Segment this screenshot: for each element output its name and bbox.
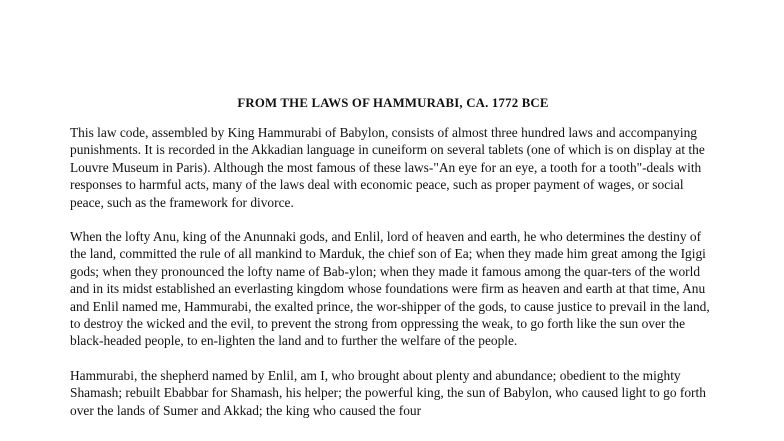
prologue-paragraph-1: When the lofty Anu, king of the Anunnaki gods, and Enlil, lord of heaven and earth, he who determines the destiny of the land, committed the rule of all mankind to Marduk, the chief son of Ea; when they made him great among the Igigi gods; when they pronounced the lofty name of Bab-ylon; when they made it famous among the quar-ters of the world and in its midst established an everlasting kingdom whose foundations were firm as heaven and earth at that time, Anu and Enlil named me, Hammurabi, the exalted prince, the wor-shipper of the gods, to cause justice to prevail in the land, to destroy the wicked and the evil, to prevent the strong from oppressing the weak, to go forth like the sun over the black-headed people, to en-lighten the land and to further the welfare of the people. <box>70 229 710 349</box>
intro-paragraph: This law code, assembled by King Hammurabi of Babylon, consists of almost three hundred laws and accompanying punishments. It is recorded in the Akkadian language in cuneiform on several tablets (one of which is on display at the Louvre Museum in Paris). Although the most famous of these laws-"An eye for an eye, a tooth for a tooth"-deals with responses to harmful acts, many of the laws deal with economic peace, such as proper payment of wages, or social peace, such as the framework for divorce. <box>70 125 705 210</box>
document-title: FROM THE LAWS OF HAMMURABI, CA. 1772 BCE <box>237 96 549 110</box>
document-body <box>70 96 716 436</box>
prologue-paragraph-2: Hammurabi, the shepherd named by Enlil, am I, who brought about plenty and abundance; obedient to the mighty Shamash; rebuilt Ebabbar for Shamash, his helper; the powerful king, the sun of Babylon, who caused light to go forth over the lands of Sumer and Akkad; the king who caused the four <box>70 367 706 418</box>
